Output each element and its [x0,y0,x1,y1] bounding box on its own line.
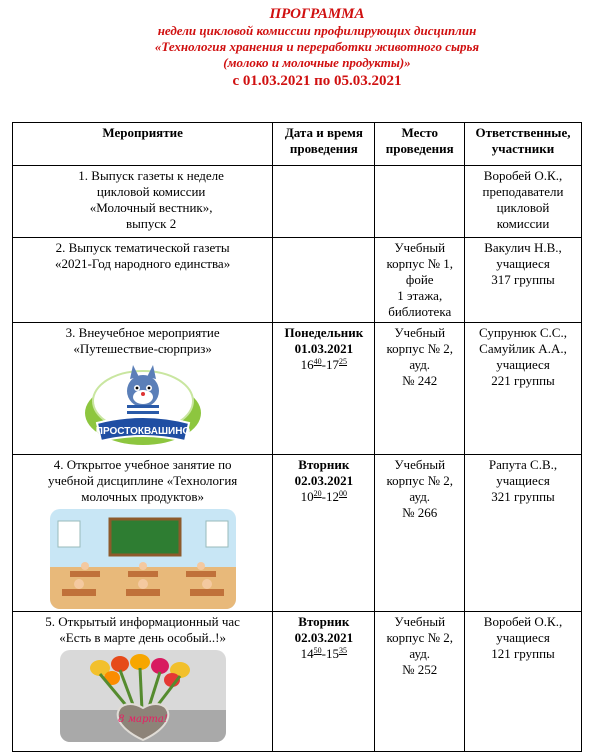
responsible-cell: Супрунюк С.С., Самуйлик А.А., учащиеся 221 группы [465,323,582,455]
responsible-cell: Воробей О.К., учащиеся 121 группы [465,612,582,752]
table-header-row [13,123,582,166]
datetime-cell [273,238,375,323]
place-cell: Учебный корпус № 2, ауд. № 266 [375,455,465,612]
place-cell: Учебный корпус № 2, ауд. № 252 [375,612,465,752]
table-row [13,323,582,455]
place-cell [375,166,465,238]
datetime-cell: Вторник 02.03.2021 $10^{20}-12^{00}$ [273,455,375,612]
datetime-cell: Вторник 02.03.2021 $14^{50}-15^{35}$ [273,612,375,752]
event-cell: 3. Внеучебное мероприятие «Путешествие-сюрприз» ПРОСТОКВАШИНО [13,323,273,455]
datetime-cell: Понедельник 01.03.2021 $16^{40}-17^{25}$ [273,323,375,455]
col-header-event: Мероприятие [13,123,273,166]
event-cell: 2. Выпуск тематической газеты «2021-Год народного единства» [13,238,273,323]
event-cell: 5. Открытый информационный час «Есть в марте день особый..!» 8 марта! [13,612,273,752]
prostokvashino-logo-image [83,361,203,447]
document-header [0,6,594,91]
program-dates: с 01.03.2021 по 05.03.2021 [232,73,402,89]
table-row [13,612,582,752]
table-row [13,455,582,612]
classroom-image [50,509,236,609]
event-cell: 1. Выпуск газеты к неделе цикловой комиссии «Молочный вестник», выпуск 2 [13,166,273,238]
col-header-datetime: Дата и время проведения [273,123,375,166]
col-header-responsible: Ответственные, участники [465,123,582,166]
flowers-card-image [60,650,226,742]
logo-text: ПРОСТОКВАШИНО [95,426,190,437]
card-text: 8 марта! [117,714,168,725]
program-title: ПРОГРАММА [269,6,365,22]
responsible-cell: Воробей О.К., преподаватели цикловой комиссии [465,166,582,238]
subtitle-line-2: «Технология хранения и переработки животного сырья [154,39,480,54]
time-range: $16^{40}-17^{25}$ [300,357,348,372]
col-header-place: Место проведения [375,123,465,166]
table-row [13,238,582,323]
responsible-cell: Рапута С.В., учащиеся 321 группы [465,455,582,612]
responsible-cell: Вакулич Н.В., учащиеся 317 группы [465,238,582,323]
datetime-cell [273,166,375,238]
program-table [12,122,582,752]
time-range: $14^{50}-15^{35}$ [300,646,348,661]
place-cell: Учебный корпус № 2, ауд. № 242 [375,323,465,455]
place-cell: Учебный корпус № 1, фойе 1 этажа, библиотека [375,238,465,323]
event-cell: 4. Открытое учебное занятие по учебной дисциплине «Технология молочных продуктов» [13,455,273,612]
time-range: $10^{20}-12^{00}$ [300,489,348,504]
subtitle-line-1: недели цикловой комиссии профилирующих дисциплин [157,23,477,38]
table-row [13,166,582,238]
subtitle-line-3: (молоко и молочные продукты)» [223,55,411,70]
